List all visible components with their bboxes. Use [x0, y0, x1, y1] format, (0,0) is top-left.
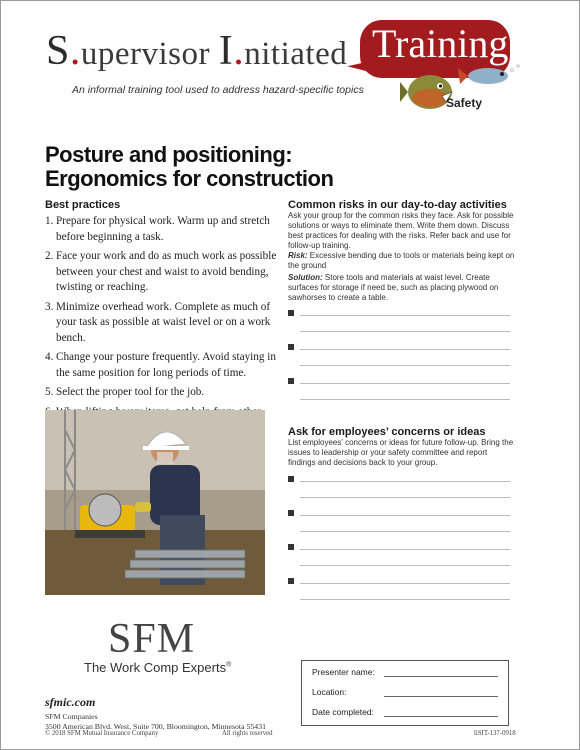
entry-line[interactable] — [288, 578, 510, 612]
presenter-box — [301, 660, 509, 726]
rights-reserved: All rights reserved — [222, 730, 273, 737]
list-item: 1. Prepare for physical work. Warm up and stretch before beginning a task. — [45, 215, 270, 243]
bullet-icon — [288, 378, 294, 384]
entry-line[interactable] — [288, 310, 510, 344]
header — [0, 0, 580, 124]
list-item: 2. Face your work and do as much work as possible between your chest and waist to avoid bending, twisting or reaching. — [45, 250, 277, 293]
entry-line[interactable] — [288, 378, 510, 412]
entry-line[interactable] — [288, 510, 510, 544]
entry-line[interactable] — [288, 344, 510, 378]
sfm-tagline: The Work Comp Experts® — [84, 660, 232, 675]
safety-label: Safety — [446, 96, 483, 110]
bullet-icon — [288, 344, 294, 350]
bullet-icon — [288, 476, 294, 482]
training-label: Training — [372, 21, 509, 66]
document-code: liSIT-137-0918 — [474, 730, 516, 737]
concern-entry-lines — [288, 476, 510, 612]
bullet-icon — [288, 544, 294, 550]
bullet-icon — [288, 510, 294, 516]
sfm-logo: SFM — [108, 616, 196, 662]
bullet-icon — [288, 310, 294, 316]
program-title: S.upervisor I.nitiated — [46, 28, 348, 74]
document-title — [45, 143, 365, 191]
risks-intro: Ask your group for the common risks they face. Ask for possible solutions or ways to eliminate them. Write them down. Discuss best practices for dealing with the risks. Refer back and use for follow-up training. — [288, 211, 514, 250]
date-completed-field[interactable]: Date completed: — [312, 707, 498, 727]
list-item: 4. Change your posture frequently. Avoid staying in the same position for long periods of time. — [45, 351, 276, 379]
risk-entry-lines — [288, 310, 510, 412]
list-item: 3. Minimize overhead work. Complete as much of your task as possible at waist level or on a work bench. — [45, 300, 271, 344]
best-practices-list — [45, 214, 277, 440]
bullet-icon — [288, 578, 294, 584]
training-bubble-tail — [347, 62, 369, 76]
concerns-heading: Ask for employees’ concerns or ideas — [288, 426, 486, 438]
concerns-intro: List employees’ concerns or ideas for future follow-up. Bring the issues to leadership or your safety committee and report findings and decisions back to your group. — [288, 438, 514, 467]
entry-line[interactable] — [288, 544, 510, 578]
website-link[interactable]: sfmic.com — [45, 695, 96, 709]
worker-photo — [45, 410, 265, 595]
title-line-1: Posture and positioning: — [45, 142, 293, 167]
presenter-name-field[interactable]: Presenter name: — [312, 667, 498, 687]
company-address: SFM Companies 3500 American Blvd. West, Suite 700, Bloomington, Minnesota 55431 — [45, 712, 266, 731]
copyright: © 2018 SFM Mutual Insurance Company — [45, 730, 159, 737]
risk-example: Risk: Excessive bending due to tools or materials being kept on the ground — [288, 251, 515, 270]
entry-line[interactable] — [288, 476, 510, 510]
best-practices-heading: Best practices — [45, 199, 121, 211]
tagline: An informal training tool used to address hazard-specific topics — [72, 84, 364, 96]
location-field[interactable]: Location: — [312, 687, 498, 707]
list-item: 5. Select the proper tool for the job. — [45, 386, 205, 398]
title-line-2: Ergonomics for construction — [45, 166, 334, 191]
risks-heading: Common risks in our day-to-day activities — [288, 199, 507, 211]
solution-example: Solution: Store tools and materials at waist level. Create surfaces for storage if need be, such as placing plywood on sawhorses to create a table. — [288, 273, 499, 302]
